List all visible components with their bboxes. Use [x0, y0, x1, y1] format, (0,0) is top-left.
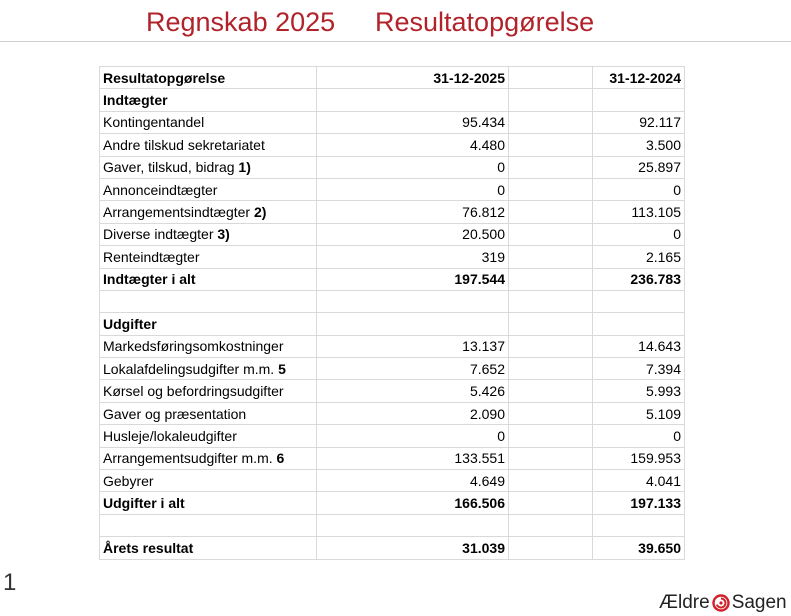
- note-reference: 5: [278, 360, 286, 377]
- value-2025: 20.500: [317, 223, 509, 245]
- value-2025: 0: [317, 425, 509, 447]
- table-row: [100, 111, 685, 133]
- row-label-cell: [100, 335, 317, 357]
- value-2025: 0: [317, 156, 509, 178]
- table-row: [100, 178, 685, 200]
- table-row: [100, 223, 685, 245]
- aeldre-sagen-logo: [659, 590, 787, 616]
- spacer-cell: [509, 134, 593, 156]
- value-2025: 76.812: [317, 201, 509, 223]
- row-label-cell: [100, 514, 317, 536]
- table-header-row: [100, 67, 685, 89]
- row-label: Udgifter: [103, 315, 157, 332]
- row-label: Kontingentandel: [103, 114, 205, 131]
- value-2024: 14.643: [593, 335, 685, 357]
- row-label: Markedsføringsomkostninger: [103, 338, 284, 355]
- table-row: [100, 492, 685, 514]
- value-2024: 3.500: [593, 134, 685, 156]
- note-reference: 2): [253, 204, 267, 221]
- note-reference: 1): [238, 159, 251, 176]
- row-label: Gebyrer: [103, 472, 154, 489]
- income-statement-table: [99, 66, 685, 560]
- spacer-cell: [509, 335, 593, 357]
- row-label: Udgifter i alt: [103, 495, 185, 512]
- row-label-cell: [100, 89, 317, 111]
- value-2025: 319: [317, 246, 509, 268]
- row-label: Gaver og præsentation: [103, 405, 247, 422]
- value-2025: 5.426: [317, 380, 509, 402]
- row-label: Renteindtægter: [103, 248, 200, 265]
- swirl-icon: [712, 594, 730, 612]
- value-2024: 0: [593, 178, 685, 200]
- value-2025: 0: [317, 178, 509, 200]
- row-label-cell: [100, 425, 317, 447]
- value-2025: [317, 313, 509, 335]
- table-row: [100, 380, 685, 402]
- note-reference: 3): [217, 226, 230, 243]
- row-label: Årets resultat: [103, 539, 194, 556]
- table-row: [100, 470, 685, 492]
- value-2024: [593, 290, 685, 312]
- row-label-cell: [100, 470, 317, 492]
- spacer-cell: [509, 89, 593, 111]
- value-2025: 7.652: [317, 358, 509, 380]
- spacer-cell: [509, 178, 593, 200]
- value-2025: 166.506: [317, 492, 509, 514]
- spacer-cell: [509, 156, 593, 178]
- spacer-cell: [509, 492, 593, 514]
- spacer-cell: [509, 313, 593, 335]
- value-2025: 4.649: [317, 470, 509, 492]
- value-2025: [317, 514, 509, 536]
- row-label-cell: [100, 537, 317, 559]
- value-2024: 92.117: [593, 111, 685, 133]
- table-row: [100, 268, 685, 290]
- spacer-cell: [509, 246, 593, 268]
- row-label-cell: [100, 134, 317, 156]
- row-label-cell: [100, 290, 317, 312]
- table-row: [100, 425, 685, 447]
- value-2024: 0: [593, 425, 685, 447]
- table-row: [100, 358, 685, 380]
- row-label-cell: [100, 268, 317, 290]
- table-row: [100, 447, 685, 469]
- row-label: Annonceindtægter: [103, 181, 218, 198]
- value-2024: 4.041: [593, 470, 685, 492]
- row-label: Arrangementsudgifter m.m.: [103, 450, 273, 467]
- row-label: Andre tilskud sekretariatet: [103, 136, 265, 153]
- page-number: 1: [3, 569, 17, 596]
- row-label: Gaver, tilskud, bidrag: [103, 159, 235, 176]
- value-2024: 7.394: [593, 358, 685, 380]
- spacer-cell: [509, 380, 593, 402]
- table-row: [100, 514, 685, 536]
- value-2024: [593, 514, 685, 536]
- value-2024: 159.953: [593, 447, 685, 469]
- value-2024: 5.993: [593, 380, 685, 402]
- title-part-resultatopgorelse: Resultatopgørelse: [375, 7, 595, 37]
- row-label-cell: [100, 402, 317, 424]
- value-2024: 197.133: [593, 492, 685, 514]
- row-label-cell: [100, 447, 317, 469]
- row-label: Arrangementsindtægter: [103, 204, 251, 221]
- table-row: [100, 156, 685, 178]
- row-label: Indtægter: [103, 92, 168, 109]
- value-2024: 2.165: [593, 246, 685, 268]
- note-reference: 6: [276, 450, 285, 467]
- title-divider: [0, 41, 791, 42]
- spacer-cell: [509, 514, 593, 536]
- row-label: Diverse indtægter: [103, 226, 214, 243]
- page-title: [0, 4, 791, 40]
- value-2024: [593, 313, 685, 335]
- spacer-cell: [509, 470, 593, 492]
- column-header-2025: 31-12-2025: [317, 67, 509, 89]
- spacer-cell: [509, 223, 593, 245]
- spacer-cell: [509, 402, 593, 424]
- value-2025: 2.090: [317, 402, 509, 424]
- value-2024: 0: [593, 223, 685, 245]
- row-label: Lokalafdelingsudgifter m.m.: [103, 360, 275, 377]
- table-row: [100, 335, 685, 357]
- row-label-cell: [100, 223, 317, 245]
- spacer-cell: [509, 290, 593, 312]
- value-2024: [593, 89, 685, 111]
- value-2024: 236.783: [593, 268, 685, 290]
- row-label: Husleje/lokaleudgifter: [103, 427, 237, 444]
- table-row: [100, 537, 685, 559]
- spacer-cell: [509, 447, 593, 469]
- row-label-cell: [100, 358, 317, 380]
- spacer-cell: [509, 268, 593, 290]
- value-2025: 197.544: [317, 268, 509, 290]
- value-2025: [317, 89, 509, 111]
- table-row: [100, 246, 685, 268]
- value-2024: 39.650: [593, 537, 685, 559]
- row-label: Indtægter i alt: [103, 271, 196, 288]
- table-row: [100, 89, 685, 111]
- column-header-2024: 31-12-2024: [593, 67, 685, 89]
- title-part-regnskab: Regnskab 2025: [146, 7, 336, 37]
- column-header-spacer: [509, 67, 593, 89]
- value-2024: 5.109: [593, 402, 685, 424]
- row-label-cell: [100, 380, 317, 402]
- value-2025: 95.434: [317, 111, 509, 133]
- row-label-cell: [100, 246, 317, 268]
- row-label: Kørsel og befordringsudgifter: [103, 383, 284, 400]
- spacer-cell: [509, 358, 593, 380]
- row-label-cell: [100, 313, 317, 335]
- column-header-label: Resultatopgørelse: [100, 67, 317, 89]
- logo-text-right: Sagen: [731, 592, 787, 613]
- spacer-cell: [509, 201, 593, 223]
- spacer-cell: [509, 425, 593, 447]
- value-2024: 25.897: [593, 156, 685, 178]
- spacer-cell: [509, 111, 593, 133]
- row-label-cell: [100, 156, 317, 178]
- row-label-cell: [100, 492, 317, 514]
- table-row: [100, 313, 685, 335]
- value-2025: 31.039: [317, 537, 509, 559]
- value-2025: 133.551: [317, 447, 509, 469]
- value-2024: 113.105: [593, 201, 685, 223]
- row-label-cell: [100, 178, 317, 200]
- table-row: [100, 402, 685, 424]
- value-2025: 4.480: [317, 134, 509, 156]
- value-2025: 13.137: [317, 335, 509, 357]
- spacer-cell: [509, 537, 593, 559]
- row-label-cell: [100, 201, 317, 223]
- logo-text-left: Ældre: [659, 592, 710, 613]
- value-2025: [317, 290, 509, 312]
- row-label-cell: [100, 111, 317, 133]
- table-row: [100, 134, 685, 156]
- table-row: [100, 201, 685, 223]
- table-row: [100, 290, 685, 312]
